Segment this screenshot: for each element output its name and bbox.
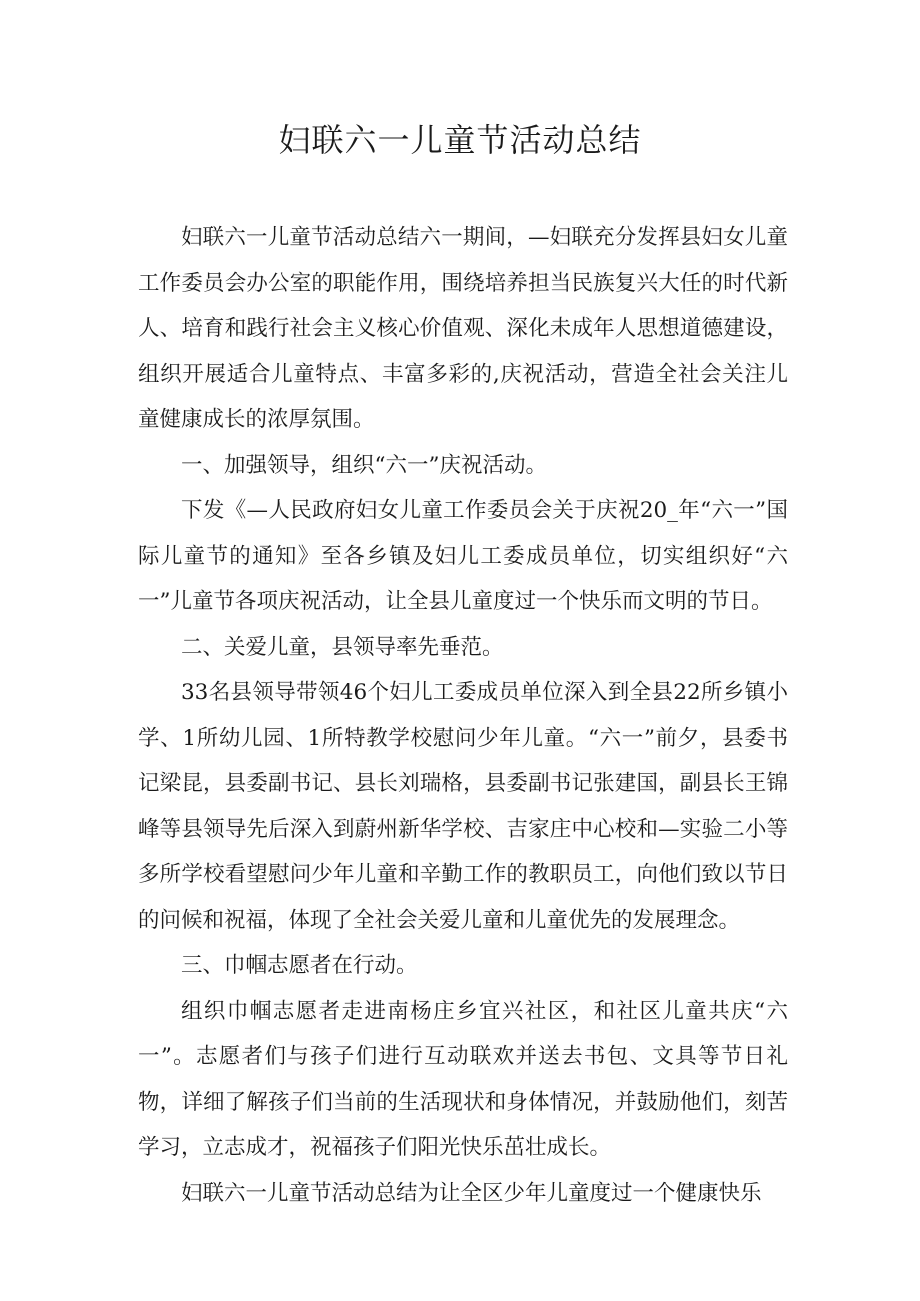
paragraph-section-1: 下发《—人民政府妇女儿童工作委员会关于庆祝20_年“六一”国际儿童节的通知》至各乡镇及妇儿工委成员单位，切实组织好“六一”儿童节各项庆祝活动，让全县儿童度过一个快乐而文明的节日。	[138, 498, 788, 614]
paragraph-section-3: 组织巾帼志愿者走进南杨庄乡宜兴社区，和社区儿童共庆“六一”。志愿者们与孩子们进行互动联欢并送去书包、文具等节日礼物，详细了解孩子们当前的生活现状和身体情况，并鼓励他们，刻苦学习，立志成才，祝福孩子们阳光快乐茁壮成长。	[138, 998, 788, 1160]
document-title: 妇联六一儿童节活动总结	[278, 121, 642, 159]
paragraph-closing: 妇联六一儿童节活动总结为让全区少年儿童度过一个健康快乐	[181, 1180, 762, 1206]
section-heading-2: 二、关爱儿童，县领导率先垂范。	[181, 634, 504, 660]
paragraph-section-2: 33名县领导带领46个妇儿工委成员单位深入到全县22所乡镇小学、1所幼儿园、1所特教学校慰问少年儿童。“六一”前夕，县委书记梁昆，县委副书记、县长刘瑞格，县委副书记张建国，副县长王锦峰等县领导先后深入到蔚州新华学校、吉家庄中心校和—实验二小等多所学校看望慰问少年儿童和辛勤工作的教职员工，向他们致以节日的问候和祝福，体现了全社会关爱儿童和儿童优先的发展理念。	[138, 680, 788, 933]
document-body	[138, 215, 788, 1216]
section-heading-1: 一、加强领导，组织“六一”庆祝活动。	[181, 452, 547, 478]
paragraph-intro: 妇联六一儿童节活动总结六一期间，—妇联充分发挥县妇女儿童工作委员会办公室的职能作用，围绕培养担当民族复兴大任的时代新人、培育和践行社会主义核心价值观、深化未成年人思想道德建设，组织开展适合儿童特点、丰富多彩的,庆祝活动，营造全社会关注儿童健康成长的浓厚氛围。	[138, 225, 788, 432]
section-heading-3: 三、巾帼志愿者在行动。	[181, 953, 418, 978]
